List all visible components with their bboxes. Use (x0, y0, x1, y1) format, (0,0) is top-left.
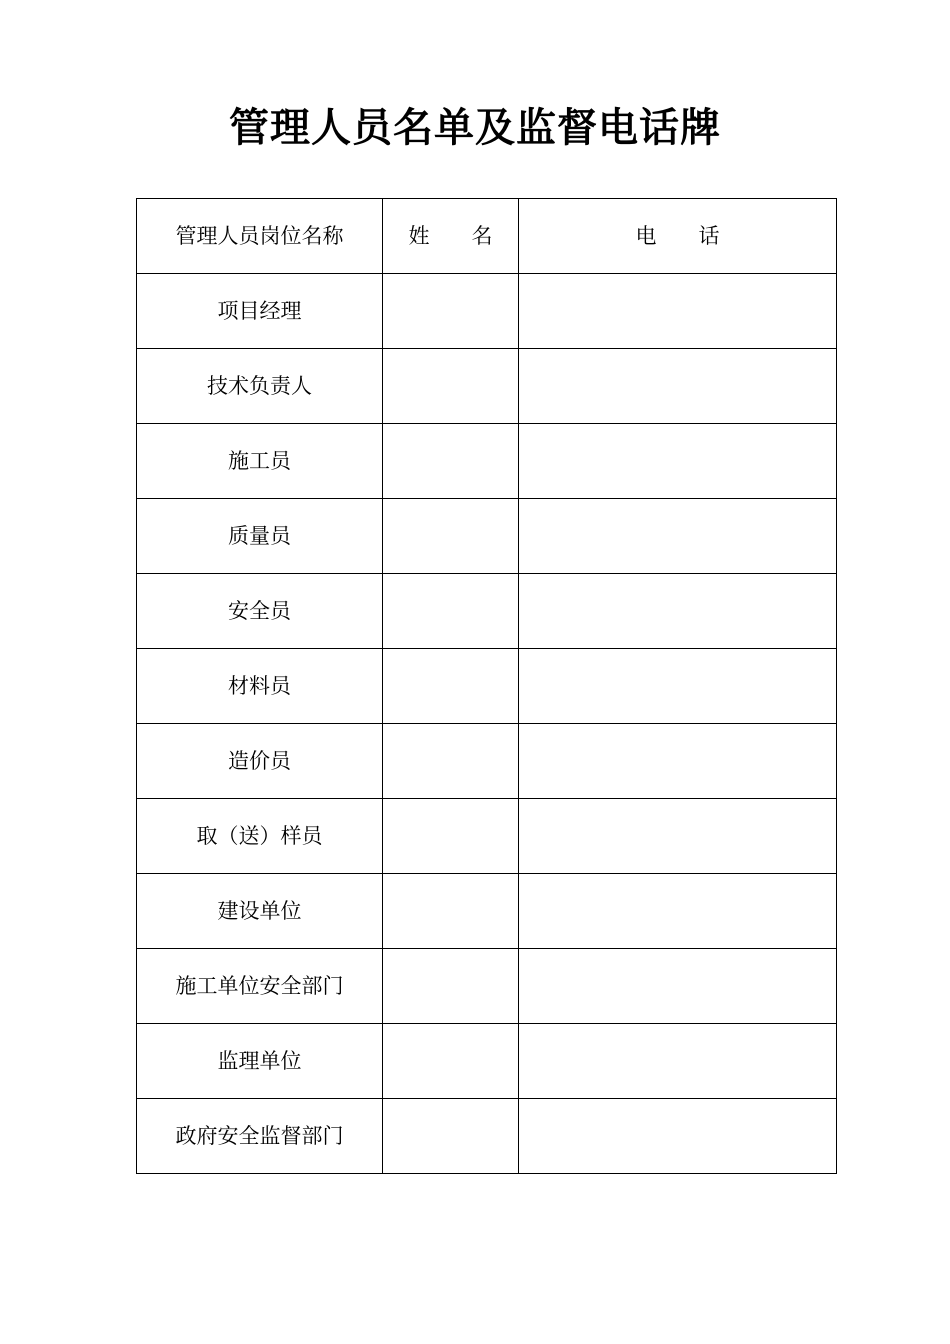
position-cell: 监理单位 (137, 1024, 383, 1099)
phone-cell (519, 499, 837, 574)
table-row (137, 274, 837, 349)
position-cell: 质量员 (137, 499, 383, 574)
phone-cell (519, 799, 837, 874)
name-cell (383, 349, 519, 424)
position-cell: 项目经理 (137, 274, 383, 349)
phone-cell (519, 1099, 837, 1174)
position-cell: 取（送）样员 (137, 799, 383, 874)
table-row (137, 724, 837, 799)
phone-cell (519, 649, 837, 724)
phone-cell (519, 949, 837, 1024)
header-phone: 电 话 (519, 199, 837, 274)
position-cell: 施工单位安全部门 (137, 949, 383, 1024)
name-cell (383, 649, 519, 724)
name-cell (383, 874, 519, 949)
header-position: 管理人员岗位名称 (137, 199, 383, 274)
page-title: 管理人员名单及监督电话牌 (229, 104, 721, 151)
table-row (137, 874, 837, 949)
phone-cell (519, 274, 837, 349)
name-cell (383, 499, 519, 574)
table-row (137, 949, 837, 1024)
phone-cell (519, 574, 837, 649)
position-cell: 安全员 (137, 574, 383, 649)
table-row (137, 349, 837, 424)
phone-cell (519, 349, 837, 424)
phone-cell (519, 724, 837, 799)
table-row (137, 649, 837, 724)
name-cell (383, 424, 519, 499)
position-cell: 建设单位 (137, 874, 383, 949)
name-cell (383, 1099, 519, 1174)
position-cell: 政府安全监督部门 (137, 1099, 383, 1174)
phone-cell (519, 1024, 837, 1099)
position-cell: 施工员 (137, 424, 383, 499)
table-row (137, 574, 837, 649)
name-cell (383, 724, 519, 799)
table-row (137, 1099, 837, 1174)
name-cell (383, 799, 519, 874)
name-cell (383, 1024, 519, 1099)
table-row (137, 799, 837, 874)
position-cell: 材料员 (137, 649, 383, 724)
phone-cell (519, 424, 837, 499)
name-cell (383, 274, 519, 349)
table-row (137, 1024, 837, 1099)
table-row (137, 499, 837, 574)
position-cell: 技术负责人 (137, 349, 383, 424)
name-cell (383, 949, 519, 1024)
name-cell (383, 574, 519, 649)
position-cell: 造价员 (137, 724, 383, 799)
table-row (137, 424, 837, 499)
header-name: 姓 名 (383, 199, 519, 274)
table-header-row (137, 199, 837, 274)
staff-roster-table (136, 198, 837, 1174)
phone-cell (519, 874, 837, 949)
